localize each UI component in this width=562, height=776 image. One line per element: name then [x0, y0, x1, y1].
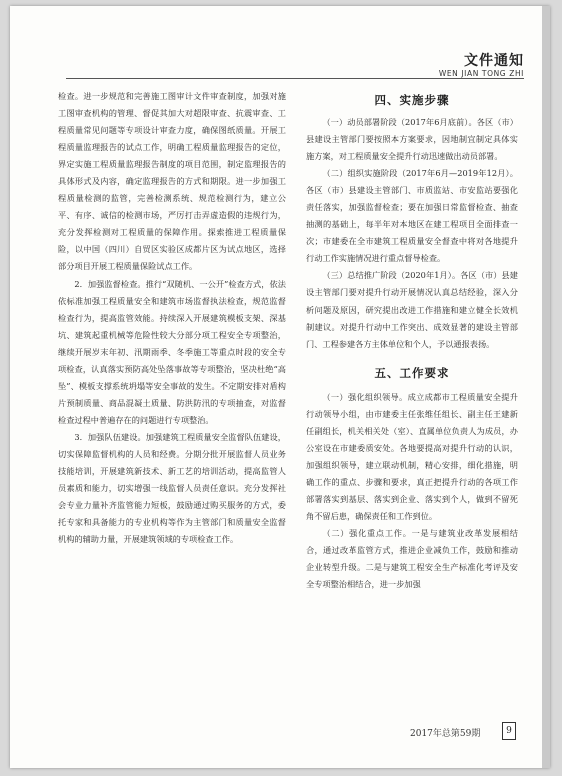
paragraph: 3．加强队伍建设。加强建筑工程质量安全监督队伍建设，切实保障监督机构的人员和经费。分期分批开展监督人员业务技能培训，开展建筑新技术、新工艺的培训活动，提高监管人员素质和能力，切实增强一线监督人员责任意识。充分发挥社会专业力量补齐监管能力短板，鼓励通过购买服务的方式，委托专家和具备能力的专业机构等作为主管部门和质量安全监督机构的辅助力量，开展建筑领域的专项检查工作。 — [58, 431, 286, 545]
document-page — [10, 6, 550, 768]
paragraph: （三）总结推广阶段（2020年1月）。各区（市）县建设主管部门要对提升行动开展情况认真总结经验，深入分析问题及原因，研究提出改进工作措施和建立健全长效机制建议。对提升行动中工作突出、成效显著的建设主管部门、工程参建各方主体单位和个人，予以通报表扬。 — [306, 270, 518, 349]
section-title: 文件通知 — [464, 53, 524, 69]
paragraph: （一）强化组织领导。成立成都市工程质量安全提升行动领导小组，由市建委主任张维任组长、副主任王建新任副组长，机关相关处（室）、直属单位负责人为成员，办公室设在市建委质安处。各地要提高对提升行动的认识，加强组织领导，建立联动机制，精心安排，细化措施，明确工作的重点、步骤和要求，真正把提升行动的各项工作部署落实到基层、落实到企业、落实到个人，做到不留死角不留后患，确保责任和工作到位。 — [306, 391, 518, 521]
section-heading: 五、工作要求 — [374, 365, 450, 380]
header-rule — [66, 78, 524, 79]
right-column — [306, 88, 518, 593]
paragraph: 2．加强监督检查。推行“双随机、一公开”检查方式，依法依标准加强工程质量安全和建筑市场监督执法检查，规范监督检查行为，提高监管效能。持续深入开展建筑模板支架、深基坑、建筑起重机械等危险性较大分部分项工程安全专项整治，继续开展岁末年初、汛期雨季、冬季施工等重点时段的安全专项检查，认真落实预防高处坠落事故等专项整治，坚决杜绝“高坠”、模板支撑系统坍塌等安全事故的发生。不定期安排对盾构片预制质量、商品混凝土质量、防洪防汛的专项抽查，对监督检查过程中普遍存在的问题进行专项整治。 — [58, 278, 286, 425]
section-heading: 四、实施步骤 — [374, 93, 450, 107]
left-column — [58, 88, 286, 548]
issue-label: 2017年总第59期 — [410, 729, 481, 739]
paragraph: 检查。进一步规范和完善施工图审计文件审查制度，加强对施工图审查机构的管理、督促其加大对超限审查、抗震审查、工程质量常见问题等专项设计审查力度，确保图纸质量。开展工程质量监理报告的试点工作，明确工程质量监理报告的定位，界定实施工程质量监理报告制度的项目范围，制定监理报告的具体形式及内容，确定监理报告的方式和期限。进一步加强工程质量检测的监管，完善检测系统、规范检测行为，建立公平、有序、诚信的检测市场，严厉打击弄虚造假的违规行为，充分发挥检测对工程质量的保障作用。探索推进工程质量保险，以中国（四川）自贸区实验区成都片区为试点地区，选择部分项目开展工程质量保险试点工作。 — [58, 91, 286, 272]
page-number: 9 — [502, 722, 516, 740]
paragraph: （一）动员部署阶段（2017年6月底前）。各区（市）县建设主管部门要按照本方案要求，因地制宜制定具体实施方案，对工程质量安全提升行动迅速做出动员部署。 — [306, 117, 518, 162]
section-subtitle: WEN JIAN TONG ZHI — [438, 69, 524, 78]
paragraph: （二）强化重点工作。一是与建筑业改革发展相结合，通过改革监管方式，推进企业减负工作，鼓励和推动企业转型升级。二是与建筑工程安全生产标准化考评及安全专项整治相结合，进一步加强 — [306, 528, 518, 590]
paragraph: （二）组织实施阶段（2017年6月—2019年12月）。各区（市）县建设主管部门、市质监站、市安监站要强化责任落实，加强监督检查；要在加强日常监督检查、抽查抽测的基础上，每半年对本地区在建工程项目全面排查一次；市建委在全市建筑工程质量安全督查中将对各地提升行动工作实施情况进行重点督导检查。 — [306, 168, 518, 264]
page-edge-bar — [542, 6, 550, 768]
